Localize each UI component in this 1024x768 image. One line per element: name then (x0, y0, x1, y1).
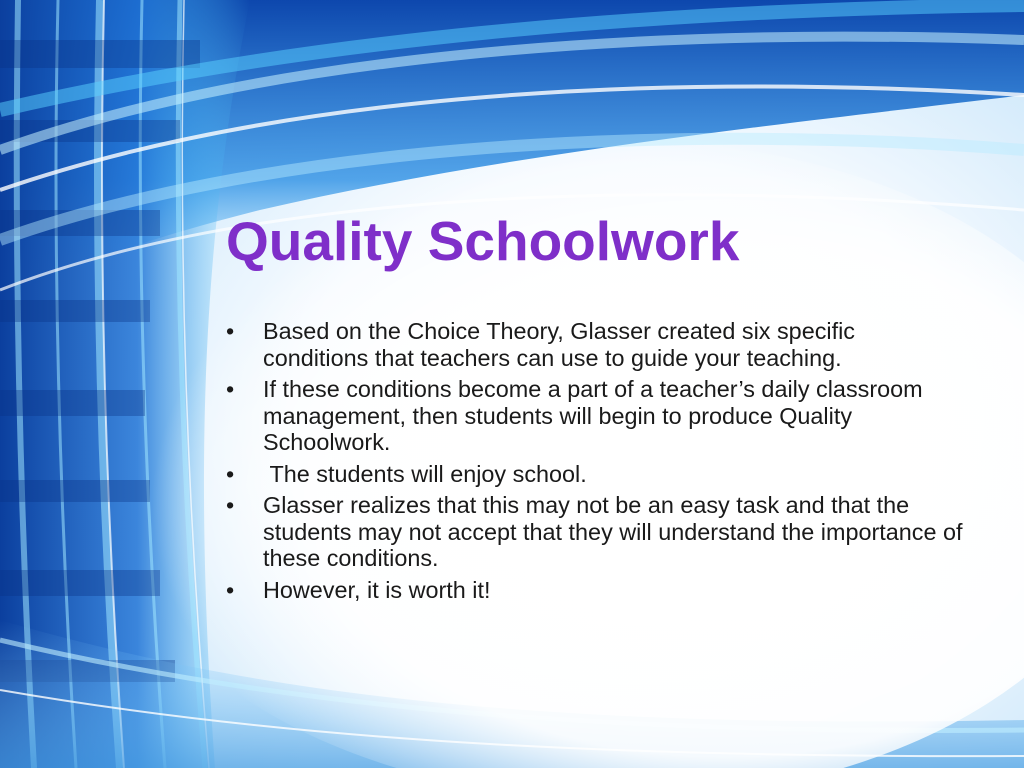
bullet-item (226, 461, 966, 488)
bullet-marker: • (226, 492, 235, 518)
bullet-item (226, 577, 966, 604)
bullet-text: The students will enjoy school. (263, 460, 587, 487)
bullet-text: However, it is worth it! (263, 576, 491, 603)
bullet-marker: • (226, 576, 235, 603)
bullet-text: If these conditions become a part of a teacher’s daily classroom management, then students will begin to produce Quality Schoolwork. (263, 376, 930, 455)
bullet-marker: • (226, 376, 235, 402)
slide-title: Quality Schoolwork (226, 210, 740, 272)
bullet-item (226, 492, 970, 572)
bullet-list (226, 318, 970, 608)
bullet-item (226, 376, 966, 456)
bullet-marker: • (226, 318, 235, 344)
bullet-item (226, 318, 966, 371)
bullet-marker: • (226, 460, 235, 487)
bullet-text: Based on the Choice Theory, Glasser created six specific conditions that teachers can use to guide your teaching. (263, 318, 862, 371)
bullet-text: Glasser realizes that this may not be an easy task and that the students may not accept that they will understand the importance of these conditions. (263, 492, 970, 571)
